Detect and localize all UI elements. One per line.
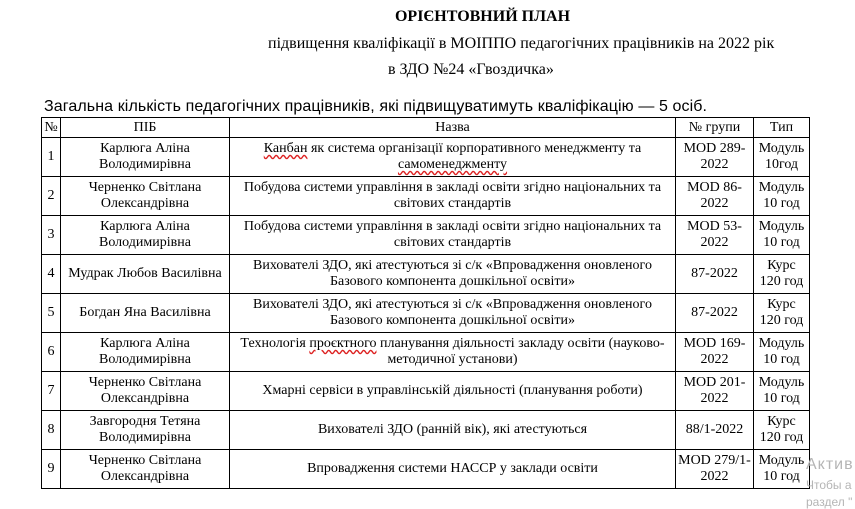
row-number	[42, 411, 61, 450]
table-row	[42, 216, 810, 255]
row-number-text: 4	[47, 266, 55, 281]
row-number-text: 2	[47, 188, 55, 203]
row-type-text: Модуль 10 год	[758, 336, 805, 367]
row-name-text: Карлюга Аліна Володимирівна	[99, 219, 191, 250]
row-number	[42, 216, 61, 255]
row-number-text: 7	[47, 383, 55, 398]
row-group-text: 87-2022	[691, 305, 738, 320]
row-title-text: Вихователі ЗДО, які атестуються зі с/к «Впровадження оновленого Базового компонента дошкільної освіти»	[253, 297, 652, 328]
activation-watermark-text-2: раздел "	[806, 495, 853, 509]
row-title-text: Хмарні сервіси в управлінській діяльності (планування роботи)	[262, 383, 643, 398]
row-type-text: Модуль 10 год	[758, 180, 805, 211]
row-type-text: Модуль 10 год	[758, 375, 805, 406]
row-title-text: Впровадження системи НАССР у заклади освіти	[307, 461, 598, 476]
row-group-text: MOD 169-2022	[683, 336, 746, 367]
row-number	[42, 450, 61, 489]
row-title	[230, 294, 676, 333]
row-number	[42, 294, 61, 333]
total-count-line: Загальна кількість педагогічних працівників, які підвищуватимуть кваліфікацію — 5 осіб.	[44, 98, 708, 115]
row-type-text: Модуль 10 год	[758, 219, 805, 250]
row-title-text: Побудова системи управління в закладі освіти згідно національних та світових стандартів	[243, 219, 662, 250]
row-type	[754, 450, 810, 489]
row-type	[754, 216, 810, 255]
row-group	[676, 216, 754, 255]
row-type	[754, 411, 810, 450]
row-type	[754, 138, 810, 177]
row-type-text: Курс 120 год	[759, 258, 804, 289]
row-number-text: 9	[47, 461, 55, 476]
row-type	[754, 294, 810, 333]
row-name-text: Завгородня Тетяна Володимирівна	[89, 414, 201, 445]
row-title	[230, 216, 676, 255]
row-group	[676, 411, 754, 450]
row-number-text: 5	[47, 305, 55, 320]
row-title	[230, 333, 676, 372]
row-group-text: 88/1-2022	[685, 422, 744, 437]
row-type-text: Курс 120 год	[759, 414, 804, 445]
row-group-text: MOD 201-2022	[683, 375, 746, 406]
row-type-text: Модуль 10год	[758, 141, 805, 172]
row-group-text: 87-2022	[691, 266, 738, 281]
row-number	[42, 372, 61, 411]
header-type: Тип	[754, 118, 810, 138]
row-title	[230, 411, 676, 450]
table-row	[42, 255, 810, 294]
row-group	[676, 333, 754, 372]
row-group	[676, 255, 754, 294]
row-title-text: Канбан як система організації корпоративного менеджменту та самоменеджменту	[263, 141, 642, 172]
activation-watermark-title: Актив	[806, 456, 854, 473]
row-number-text: 8	[47, 422, 55, 437]
document-subtitle: підвищення кваліфікації в МОІППО педагогічних працівників на 2022 рік	[268, 35, 775, 52]
row-group	[676, 294, 754, 333]
row-title	[230, 177, 676, 216]
row-number-text: 6	[47, 344, 55, 359]
row-number	[42, 138, 61, 177]
row-name	[61, 255, 230, 294]
row-name-text: Богдан Яна Василівна	[79, 305, 211, 320]
row-name	[61, 372, 230, 411]
row-title	[230, 450, 676, 489]
row-name	[61, 333, 230, 372]
row-type-text: Модуль 10 год	[758, 453, 805, 484]
row-name-text: Черненко Світлана Олександрівна	[88, 180, 202, 211]
row-name-text: Карлюга Аліна Володимирівна	[99, 336, 191, 367]
table-row	[42, 411, 810, 450]
qualification-plan-table	[41, 117, 810, 489]
row-title	[230, 138, 676, 177]
institution-line: в ЗДО №24 «Гвоздичка»	[388, 61, 554, 78]
row-group	[676, 450, 754, 489]
row-group-text: MOD 86-2022	[687, 180, 742, 211]
table-row	[42, 450, 810, 489]
row-type-text: Курс 120 год	[759, 297, 804, 328]
row-group	[676, 372, 754, 411]
row-name-text: Черненко Світлана Олександрівна	[88, 375, 202, 406]
row-name	[61, 177, 230, 216]
row-number	[42, 177, 61, 216]
row-name	[61, 411, 230, 450]
activation-watermark-text: Чтобы а	[806, 478, 852, 492]
row-name	[61, 216, 230, 255]
row-group-text: MOD 53-2022	[687, 219, 742, 250]
table-row	[42, 177, 810, 216]
row-type	[754, 255, 810, 294]
row-type	[754, 372, 810, 411]
row-name	[61, 450, 230, 489]
header-group: № групи	[676, 118, 754, 138]
table-row	[42, 372, 810, 411]
row-number-text: 1	[47, 149, 55, 164]
row-title-text: Побудова системи управління в закладі освіти згідно національних та світових стандартів	[243, 180, 662, 211]
row-number-text: 3	[47, 227, 55, 242]
row-title-text: Вихователі ЗДО, які атестуються зі с/к «Впровадження оновленого Базового компонента дошкільної освіти»	[253, 258, 652, 289]
row-title-text: Технологія проєктного планування діяльності закладу освіти (науково-методичної установи)	[240, 336, 665, 367]
header-name: ПІБ	[61, 118, 230, 138]
row-group	[676, 138, 754, 177]
table-row	[42, 138, 810, 177]
table-row	[42, 333, 810, 372]
row-title	[230, 372, 676, 411]
row-number	[42, 255, 61, 294]
row-name-text: Черненко Світлана Олександрівна	[88, 453, 202, 484]
header-title: Назва	[230, 118, 676, 138]
header-number: №	[42, 118, 61, 138]
document-title: ОРІЄНТОВНИЙ ПЛАН	[394, 8, 571, 25]
table-body	[42, 138, 810, 489]
row-title	[230, 255, 676, 294]
row-type	[754, 333, 810, 372]
row-type	[754, 177, 810, 216]
table-row	[42, 294, 810, 333]
row-group-text: MOD 279/1-2022	[678, 453, 751, 484]
row-title-text: Вихователі ЗДО (ранній вік), які атестуються	[317, 422, 588, 437]
row-name-text: Мудрак Любов Василівна	[68, 266, 222, 281]
row-group-text: MOD 289-2022	[683, 141, 746, 172]
table-header-row	[42, 118, 810, 138]
row-number	[42, 333, 61, 372]
row-name	[61, 138, 230, 177]
row-name-text: Карлюга Аліна Володимирівна	[99, 141, 191, 172]
row-group	[676, 177, 754, 216]
row-name	[61, 294, 230, 333]
